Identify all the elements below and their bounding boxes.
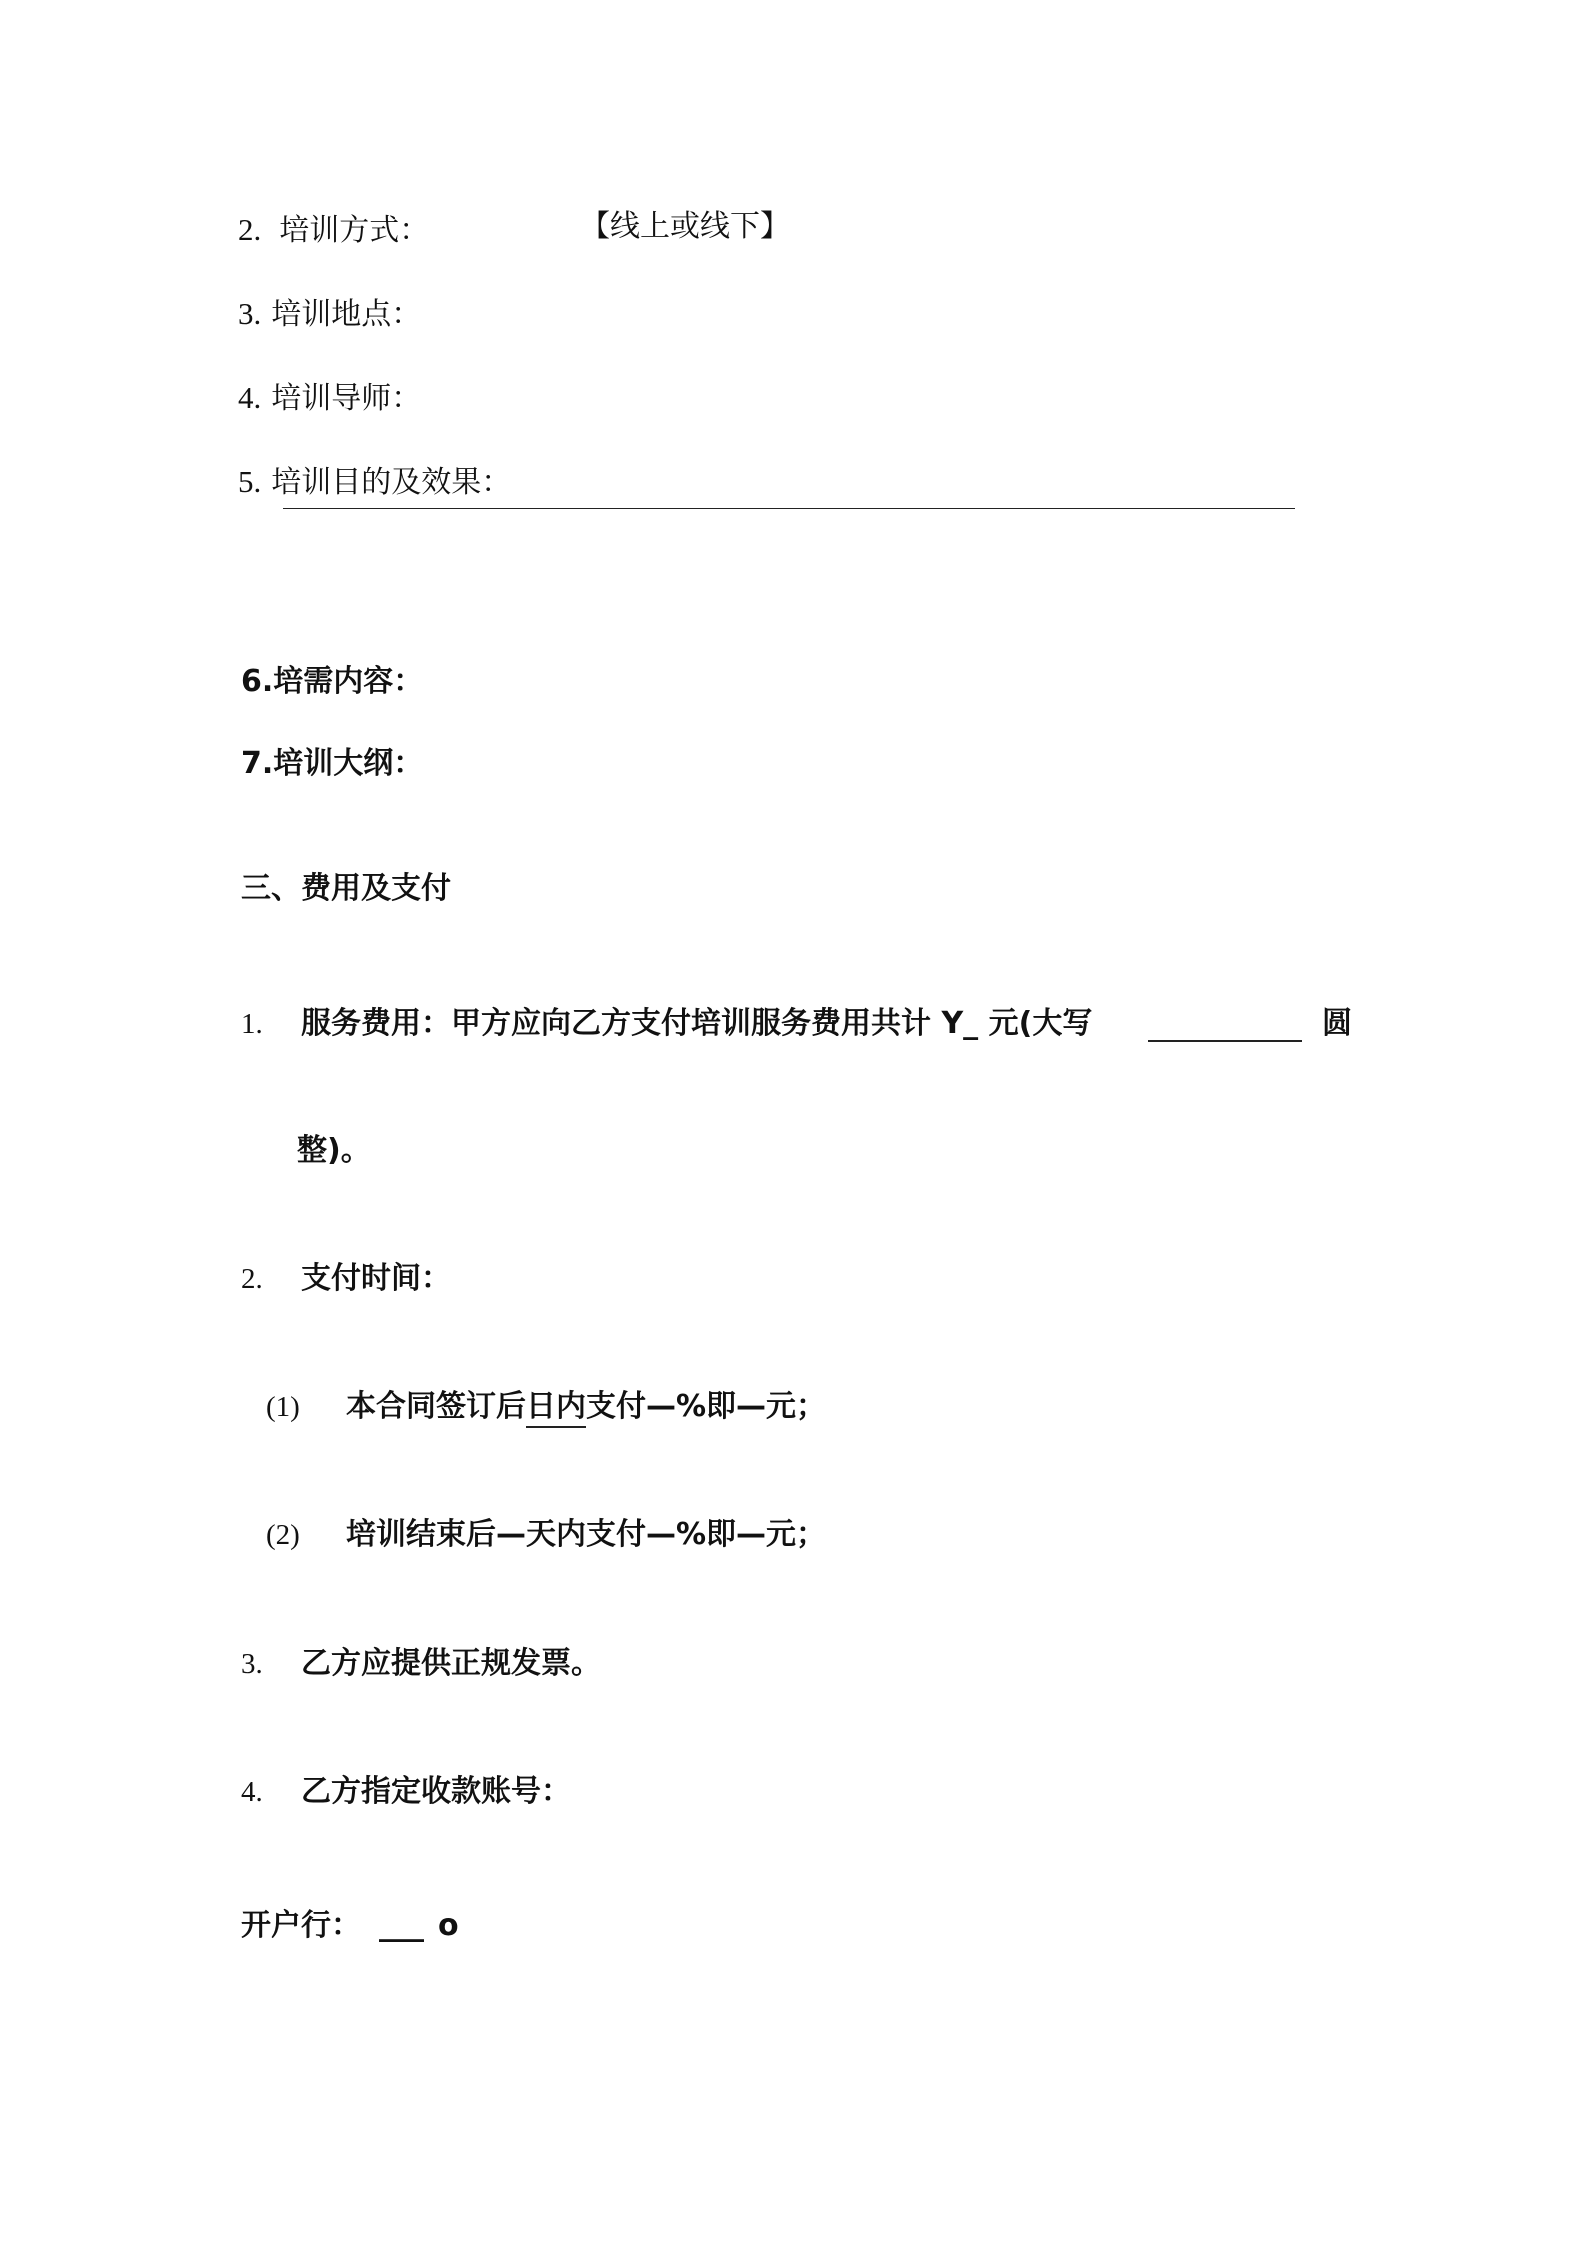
sub-number: (1) (266, 1391, 300, 1423)
item-number: 3. (238, 296, 262, 331)
item-5-training-purpose (238, 466, 511, 498)
item-label: 培训地点： (271, 297, 422, 332)
payment-sub-1 (266, 1389, 827, 1424)
item-3-training-location (238, 298, 421, 330)
fee-clause (241, 1006, 1093, 1041)
fee-text-continuation: 整)。 (297, 1133, 371, 1168)
invoice-text: 乙方应提供正规发票。 (301, 1646, 601, 1681)
sub-1-text-after: 支付—%即—元； (586, 1389, 827, 1424)
sub-2-text: 培训结束后—天内支付—%即—元； (346, 1517, 827, 1552)
item-2-training-method (238, 214, 429, 246)
item-label: 培训导师： (271, 381, 422, 416)
item-number: 4. (241, 1776, 263, 1808)
bank-line (241, 1908, 459, 1943)
bank-tail: o (438, 1908, 459, 1943)
bank-label: 开户行： (241, 1908, 361, 1943)
account-text: 乙方指定收款账号： (301, 1774, 571, 1809)
payment-time-clause (241, 1261, 451, 1296)
item-label: 培训目的及效果： (271, 465, 512, 500)
section-3-heading: 三、费用及支付 (241, 871, 451, 906)
fee-text-tail: 圆 (1322, 1006, 1352, 1041)
invoice-clause (241, 1646, 601, 1681)
training-method-value: 【线上或线下】 (580, 209, 790, 244)
sub-number: (2) (266, 1519, 300, 1551)
sub-1-text-underlined: 日内 (526, 1389, 586, 1428)
item-number: 2. (238, 212, 262, 247)
item-label: 培训方式： (279, 213, 430, 248)
item-number: 5. (238, 464, 262, 499)
amount-in-words-blank (1148, 1040, 1302, 1042)
item-number: 3. (241, 1648, 263, 1680)
payment-time-text: 支付时间： (301, 1261, 451, 1296)
item-6-training-needs: 6.培需内容： (241, 664, 424, 699)
bank-blank: ___ (379, 1908, 424, 1943)
account-clause (241, 1774, 571, 1809)
item-number: 1. (241, 1008, 263, 1040)
payment-sub-2 (266, 1517, 827, 1552)
item-number: 2. (241, 1263, 263, 1295)
fee-text: 服务费用：甲方应向乙方支付培训服务费用共计 Y_ 元(大写 (301, 1006, 1093, 1041)
item-4-training-instructor (238, 382, 421, 414)
purpose-fill-line (283, 508, 1295, 509)
sub-1-text-before: 本合同签订后 (346, 1389, 526, 1424)
item-7-training-outline: 7.培训大纲： (241, 746, 424, 781)
item-number: 4. (238, 380, 262, 415)
